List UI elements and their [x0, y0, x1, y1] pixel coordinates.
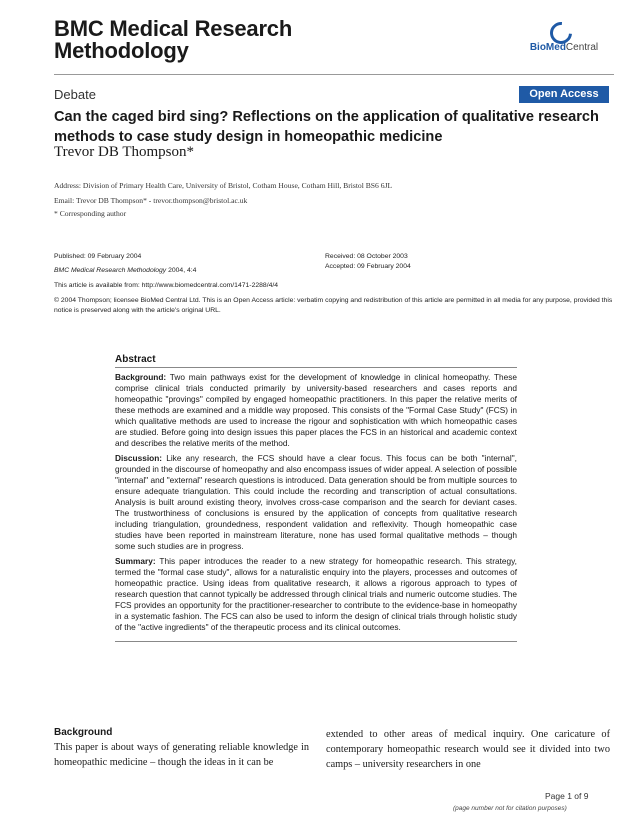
abstract-section-text: This paper introduces the reader to a new strategy for homeopathic research. This strategy, termed the "formal case study", allows for a naturalistic enquiry into the players, processes and outcomes of homeopathic practice. Using ideas from qualitative research, it allows a rigorous approach to types of research question that cannot typically be addressed through clinical trials and numeric outcome studies. The FCS provides an opportunity for the practitioner-researcher to contribute to the evidence-base in homeopathy in a systematic fashion. The FCS can also be used to inform the design of clinical trials through holistic study of the "active ingredients" of the therapeutic process and its clinical outcomes.	[115, 556, 517, 632]
abstract-section-label: Summary:	[115, 556, 156, 566]
abstract-heading-divider	[115, 367, 517, 368]
abstract-section-discussion	[115, 453, 517, 552]
page-number: Page 1 of 9	[545, 791, 589, 801]
article-url[interactable]: This article is available from: http://www.biomedcentral.com/1471-2288/4/4	[54, 282, 279, 289]
abstract-box	[115, 352, 517, 642]
abstract-section-summary	[115, 556, 517, 633]
article-type: Debate	[54, 87, 96, 102]
background-heading: Background	[54, 727, 113, 738]
author-email[interactable]: Email: Trevor DB Thompson* - trevor.thompson@bristol.ac.uk	[54, 196, 248, 205]
journal-title: BMC Medical Research Methodology	[54, 16, 293, 63]
abstract-bottom-divider	[115, 641, 517, 642]
citation	[54, 267, 196, 274]
citation-journal: BMC Medical Research Methodology	[54, 267, 167, 274]
abstract-section-text: Like any research, the FCS should have a clear focus. This focus can be both "internal", grounded in the discourse of homeopathy and also encompass issues of wider appeal. A selection of possible "internal" and "external" research questions is introduced. Data generation should be from multiple sources to ensure adequate triangulation. This could include the recording and transcription of actual consultations. Analysis is built around existing theory, involves cross-case comparison and the search for deviant cases. The trustworthiness of conclusions is ensured by the application of concepts from qualitative research including triangulation, groundedness, respondent validation and reflexivity. Though homeopathic case studies have been reported in mainstream literature, none has used formal qualitative methods – though some such studies are in progress.	[115, 453, 517, 551]
abstract-section-background	[115, 372, 517, 449]
body-column-right: extended to other areas of medical inquiry. One caricature of contemporary homeopathic research would see it divided into two camps – university researchers in one	[326, 729, 610, 770]
abstract-heading: Abstract	[115, 354, 156, 365]
article-title: Can the caged bird sing? Reflections on the application of qualitative research methods to case study design in homeopathic medicine	[54, 109, 599, 145]
article-authors: Trevor DB Thompson*	[54, 144, 195, 160]
publisher-logo-text	[516, 42, 612, 53]
corresponding-author-note: * Corresponding author	[54, 209, 127, 218]
abstract-section-text: Two main pathways exist for the development of knowledge in clinical homeopathy. These comprise clinical trials conducted primarily by university-based researchers and cases reports and homeopathic "provings" compiled by engaged homeopathic practitioners. In this paper the relative merits of these methods are examined and a middle way proposed. This consists of the "Formal Case Study" (FCS) in which qualitative methods are used to increase the rigour and sophistication with which homeopathic cases are studied. Before going into design issues this paper places the FCS in an historical and academic context and describes the relative merits of the method.	[115, 372, 517, 448]
page-number-note: (page number not for citation purposes)	[453, 805, 567, 812]
accepted-date: Accepted: 09 February 2004	[325, 263, 411, 270]
published-date: Published: 09 February 2004	[54, 253, 142, 260]
header-divider	[54, 74, 614, 75]
logo-suffix: Central	[565, 42, 599, 53]
open-access-badge: Open Access	[519, 86, 609, 103]
abstract-section-label: Background:	[115, 372, 167, 382]
copyright-notice: © 2004 Thompson; licensee BioMed Central Ltd. This is an Open Access article: verbatim copying and redistribution of this article are permitted in all media for any purpose, provided this notice is preserved along with the article's original URL.	[54, 297, 613, 314]
body-column-left: This paper is about ways of generating reliable knowledge in homeopathic medicine – though the ideas in it can be	[54, 742, 309, 768]
abstract-section-label: Discussion:	[115, 453, 163, 463]
citation-volume: 2004, 4:4	[166, 267, 197, 274]
author-address: Address: Division of Primary Health Care, University of Bristol, Cotham House, Cotham Hill, Bristol BS6 6JL	[54, 181, 393, 190]
logo-brand: BioMed	[529, 42, 566, 53]
received-date: Received: 08 October 2003	[325, 253, 408, 260]
publisher-logo[interactable]	[516, 22, 612, 56]
